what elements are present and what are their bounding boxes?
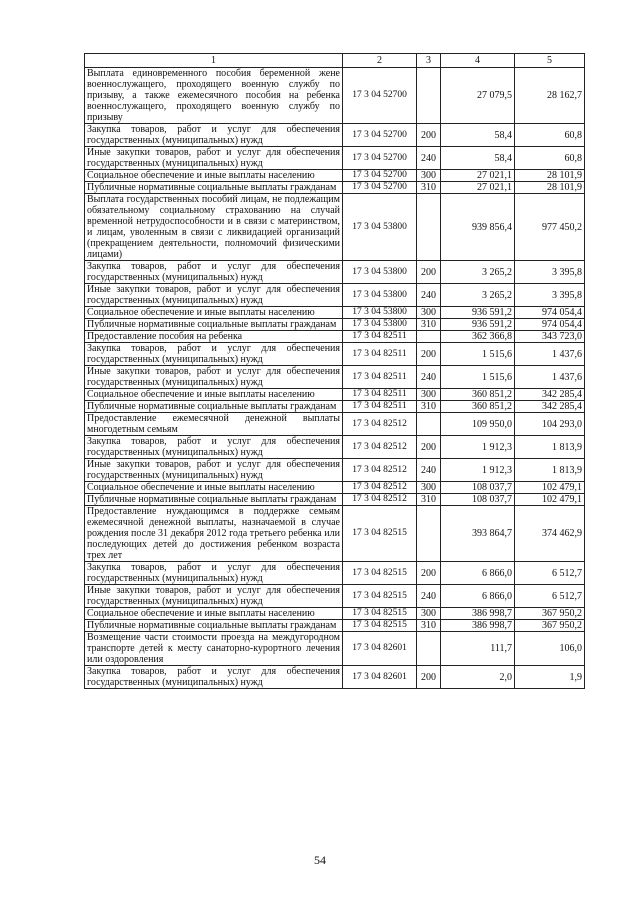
row-expense-type-cell: 310 xyxy=(417,319,441,331)
row-value-col5-cell: 974 054,4 xyxy=(515,319,585,331)
table-body xyxy=(85,68,585,689)
table-row xyxy=(85,170,585,182)
table-row xyxy=(85,494,585,506)
row-name-cell: Социальное обеспечение и иные выплаты населению xyxy=(85,482,343,494)
row-name-cell: Иные закупки товаров, работ и услуг для обеспечения государственных (муниципальных) нужд xyxy=(85,459,343,482)
row-expense-type-cell xyxy=(417,632,441,666)
row-value-col4-cell: 1 515,6 xyxy=(441,366,515,389)
row-expense-type-cell: 200 xyxy=(417,436,441,459)
row-expense-type-cell: 240 xyxy=(417,585,441,608)
header-col-2: 2 xyxy=(343,54,417,68)
row-code-cell: 17 3 04 82601 xyxy=(343,666,417,689)
row-expense-type-cell: 310 xyxy=(417,401,441,413)
row-value-col4-cell: 362 366,8 xyxy=(441,331,515,343)
row-name-cell: Предоставление ежемесячной денежной выплаты многодетным семьям xyxy=(85,413,343,436)
row-value-col5-cell: 1 437,6 xyxy=(515,343,585,366)
row-expense-type-cell: 300 xyxy=(417,307,441,319)
row-value-col4-cell: 360 851,2 xyxy=(441,389,515,401)
table-row xyxy=(85,366,585,389)
row-name-cell: Иные закупки товаров, работ и услуг для обеспечения государственных (муниципальных) нужд xyxy=(85,284,343,307)
row-expense-type-cell: 200 xyxy=(417,343,441,366)
row-code-cell: 17 3 04 53800 xyxy=(343,319,417,331)
row-expense-type-cell: 300 xyxy=(417,170,441,182)
row-expense-type-cell xyxy=(417,506,441,562)
row-value-col5-cell: 367 950,2 xyxy=(515,620,585,632)
row-name-cell: Закупка товаров, работ и услуг для обеспечения государственных (муниципальных) нужд xyxy=(85,261,343,284)
row-expense-type-cell: 300 xyxy=(417,608,441,620)
row-code-cell: 17 3 04 82511 xyxy=(343,366,417,389)
table-row xyxy=(85,68,585,124)
row-value-col4-cell: 936 591,2 xyxy=(441,319,515,331)
row-expense-type-cell: 200 xyxy=(417,261,441,284)
row-code-cell: 17 3 04 82511 xyxy=(343,331,417,343)
row-value-col5-cell: 374 462,9 xyxy=(515,506,585,562)
row-value-col5-cell: 106,0 xyxy=(515,632,585,666)
row-value-col4-cell: 393 864,7 xyxy=(441,506,515,562)
row-code-cell: 17 3 04 82511 xyxy=(343,389,417,401)
row-value-col4-cell: 2,0 xyxy=(441,666,515,689)
row-code-cell: 17 3 04 82512 xyxy=(343,436,417,459)
row-value-col4-cell: 27 021,1 xyxy=(441,182,515,194)
row-value-col4-cell: 58,4 xyxy=(441,147,515,170)
row-value-col5-cell: 28 162,7 xyxy=(515,68,585,124)
row-name-cell: Закупка товаров, работ и услуг для обеспечения государственных (муниципальных) нужд xyxy=(85,666,343,689)
row-code-cell: 17 3 04 82601 xyxy=(343,632,417,666)
row-code-cell: 17 3 04 53800 xyxy=(343,194,417,261)
row-code-cell: 17 3 04 53800 xyxy=(343,307,417,319)
row-value-col4-cell: 386 998,7 xyxy=(441,608,515,620)
row-name-cell: Социальное обеспечение и иные выплаты населению xyxy=(85,170,343,182)
header-col-3: 3 xyxy=(417,54,441,68)
row-value-col4-cell: 1 912,3 xyxy=(441,459,515,482)
row-value-col4-cell: 3 265,2 xyxy=(441,284,515,307)
row-value-col5-cell: 343 723,0 xyxy=(515,331,585,343)
row-code-cell: 17 3 04 52700 xyxy=(343,182,417,194)
row-value-col5-cell: 6 512,7 xyxy=(515,585,585,608)
row-expense-type-cell xyxy=(417,194,441,261)
row-value-col4-cell: 936 591,2 xyxy=(441,307,515,319)
row-expense-type-cell: 240 xyxy=(417,366,441,389)
row-name-cell: Публичные нормативные социальные выплаты гражданам xyxy=(85,319,343,331)
row-name-cell: Публичные нормативные социальные выплаты гражданам xyxy=(85,182,343,194)
table-row xyxy=(85,436,585,459)
row-name-cell: Публичные нормативные социальные выплаты гражданам xyxy=(85,620,343,632)
row-name-cell: Закупка товаров, работ и услуг для обеспечения государственных (муниципальных) нужд xyxy=(85,343,343,366)
row-value-col4-cell: 111,7 xyxy=(441,632,515,666)
row-code-cell: 17 3 04 82515 xyxy=(343,585,417,608)
row-code-cell: 17 3 04 82511 xyxy=(343,343,417,366)
row-value-col5-cell: 6 512,7 xyxy=(515,562,585,585)
row-expense-type-cell: 300 xyxy=(417,482,441,494)
row-value-col5-cell: 1 813,9 xyxy=(515,459,585,482)
table-row xyxy=(85,666,585,689)
row-value-col5-cell: 104 293,0 xyxy=(515,413,585,436)
row-value-col4-cell: 386 998,7 xyxy=(441,620,515,632)
row-value-col4-cell: 109 950,0 xyxy=(441,413,515,436)
row-code-cell: 17 3 04 82512 xyxy=(343,494,417,506)
row-expense-type-cell xyxy=(417,413,441,436)
header-col-5: 5 xyxy=(515,54,585,68)
row-value-col4-cell: 1 912,3 xyxy=(441,436,515,459)
page-number: 54 xyxy=(314,853,326,867)
row-name-cell: Публичные нормативные социальные выплаты гражданам xyxy=(85,401,343,413)
table-row xyxy=(85,413,585,436)
row-name-cell: Иные закупки товаров, работ и услуг для обеспечения государственных (муниципальных) нужд xyxy=(85,147,343,170)
row-expense-type-cell xyxy=(417,331,441,343)
row-value-col4-cell: 1 515,6 xyxy=(441,343,515,366)
table-row xyxy=(85,261,585,284)
row-expense-type-cell: 310 xyxy=(417,620,441,632)
row-code-cell: 17 3 04 53800 xyxy=(343,284,417,307)
row-name-cell: Возмещение части стоимости проезда на междугородном транспорте детей к месту санаторно-курортного лечения или оздоровления xyxy=(85,632,343,666)
table-row xyxy=(85,401,585,413)
row-name-cell: Иные закупки товаров, работ и услуг для обеспечения государственных (муниципальных) нужд xyxy=(85,585,343,608)
row-expense-type-cell: 240 xyxy=(417,459,441,482)
table-row xyxy=(85,331,585,343)
header-col-1: 1 xyxy=(85,54,343,68)
row-expense-type-cell: 200 xyxy=(417,666,441,689)
row-name-cell: Предоставление нуждающимся в поддержке семьям ежемесячной денежной выплаты, назначаемой в случае рождения после 31 декабря 2012 года третьего ребенка или последующих детей до достижения ребенком возраста трех лет xyxy=(85,506,343,562)
row-code-cell: 17 3 04 52700 xyxy=(343,68,417,124)
row-value-col5-cell: 1,9 xyxy=(515,666,585,689)
row-code-cell: 17 3 04 82512 xyxy=(343,482,417,494)
row-value-col5-cell: 28 101,9 xyxy=(515,182,585,194)
table-row xyxy=(85,147,585,170)
table-row xyxy=(85,632,585,666)
row-expense-type-cell: 310 xyxy=(417,182,441,194)
row-value-col5-cell: 3 395,8 xyxy=(515,284,585,307)
row-value-col5-cell: 102 479,1 xyxy=(515,494,585,506)
row-value-col4-cell: 108 037,7 xyxy=(441,494,515,506)
row-name-cell: Иные закупки товаров, работ и услуг для обеспечения государственных (муниципальных) нужд xyxy=(85,366,343,389)
row-name-cell: Социальное обеспечение и иные выплаты населению xyxy=(85,389,343,401)
table-row xyxy=(85,307,585,319)
row-value-col5-cell: 102 479,1 xyxy=(515,482,585,494)
table-row xyxy=(85,506,585,562)
row-name-cell: Закупка товаров, работ и услуг для обеспечения государственных (муниципальных) нужд xyxy=(85,562,343,585)
row-code-cell: 17 3 04 82515 xyxy=(343,506,417,562)
row-value-col4-cell: 108 037,7 xyxy=(441,482,515,494)
row-value-col5-cell: 28 101,9 xyxy=(515,170,585,182)
row-expense-type-cell: 200 xyxy=(417,124,441,147)
row-value-col4-cell: 6 866,0 xyxy=(441,562,515,585)
table-row xyxy=(85,562,585,585)
table-row xyxy=(85,389,585,401)
row-expense-type-cell: 240 xyxy=(417,284,441,307)
table-row xyxy=(85,585,585,608)
row-name-cell: Закупка товаров, работ и услуг для обеспечения государственных (муниципальных) нужд xyxy=(85,124,343,147)
row-value-col4-cell: 6 866,0 xyxy=(441,585,515,608)
budget-table xyxy=(84,53,585,689)
row-code-cell: 17 3 04 82512 xyxy=(343,413,417,436)
row-expense-type-cell: 240 xyxy=(417,147,441,170)
table-row xyxy=(85,182,585,194)
table-row xyxy=(85,620,585,632)
table-row xyxy=(85,124,585,147)
table-row xyxy=(85,319,585,331)
row-name-cell: Социальное обеспечение и иные выплаты населению xyxy=(85,608,343,620)
row-code-cell: 17 3 04 82515 xyxy=(343,562,417,585)
row-value-col5-cell: 60,8 xyxy=(515,147,585,170)
row-value-col4-cell: 27 079,5 xyxy=(441,68,515,124)
row-code-cell: 17 3 04 52700 xyxy=(343,124,417,147)
row-value-col5-cell: 342 285,4 xyxy=(515,389,585,401)
row-value-col5-cell: 342 285,4 xyxy=(515,401,585,413)
table-row xyxy=(85,459,585,482)
row-code-cell: 17 3 04 52700 xyxy=(343,147,417,170)
table-row xyxy=(85,608,585,620)
row-code-cell: 17 3 04 82515 xyxy=(343,608,417,620)
row-code-cell: 17 3 04 82511 xyxy=(343,401,417,413)
row-expense-type-cell: 310 xyxy=(417,494,441,506)
row-value-col5-cell: 3 395,8 xyxy=(515,261,585,284)
row-value-col4-cell: 939 856,4 xyxy=(441,194,515,261)
row-name-cell: Социальное обеспечение и иные выплаты населению xyxy=(85,307,343,319)
row-code-cell: 17 3 04 82512 xyxy=(343,459,417,482)
row-value-col4-cell: 58,4 xyxy=(441,124,515,147)
table-row xyxy=(85,284,585,307)
row-name-cell: Выплата государственных пособий лицам, не подлежащим обязательному социальному страхованию на случай временной нетрудоспособности и в связи с материнством, и лицам, уволенным в связи с ликвидацией организаций (прекращением деятельности, полномочий физическими лицами) xyxy=(85,194,343,261)
row-value-col5-cell: 977 450,2 xyxy=(515,194,585,261)
row-value-col4-cell: 3 265,2 xyxy=(441,261,515,284)
row-name-cell: Предоставление пособия на ребенка xyxy=(85,331,343,343)
table-row xyxy=(85,343,585,366)
row-code-cell: 17 3 04 82515 xyxy=(343,620,417,632)
row-value-col4-cell: 27 021,1 xyxy=(441,170,515,182)
row-expense-type-cell: 300 xyxy=(417,389,441,401)
row-value-col5-cell: 60,8 xyxy=(515,124,585,147)
row-name-cell: Публичные нормативные социальные выплаты гражданам xyxy=(85,494,343,506)
row-code-cell: 17 3 04 53800 xyxy=(343,261,417,284)
header-col-4: 4 xyxy=(441,54,515,68)
row-value-col5-cell: 367 950,2 xyxy=(515,608,585,620)
table-row xyxy=(85,482,585,494)
header-row xyxy=(85,54,585,68)
row-value-col5-cell: 1 437,6 xyxy=(515,366,585,389)
row-code-cell: 17 3 04 52700 xyxy=(343,170,417,182)
row-value-col5-cell: 1 813,9 xyxy=(515,436,585,459)
row-expense-type-cell xyxy=(417,68,441,124)
row-value-col4-cell: 360 851,2 xyxy=(441,401,515,413)
row-expense-type-cell: 200 xyxy=(417,562,441,585)
row-value-col5-cell: 974 054,4 xyxy=(515,307,585,319)
row-name-cell: Закупка товаров, работ и услуг для обеспечения государственных (муниципальных) нужд xyxy=(85,436,343,459)
row-name-cell: Выплата единовременного пособия беременной жене военнослужащего, проходящего военную службу по призыву, а также ежемесячного пособия на ребенка военнослужащего, проходящего военную службу по призыву xyxy=(85,68,343,124)
table-row xyxy=(85,194,585,261)
